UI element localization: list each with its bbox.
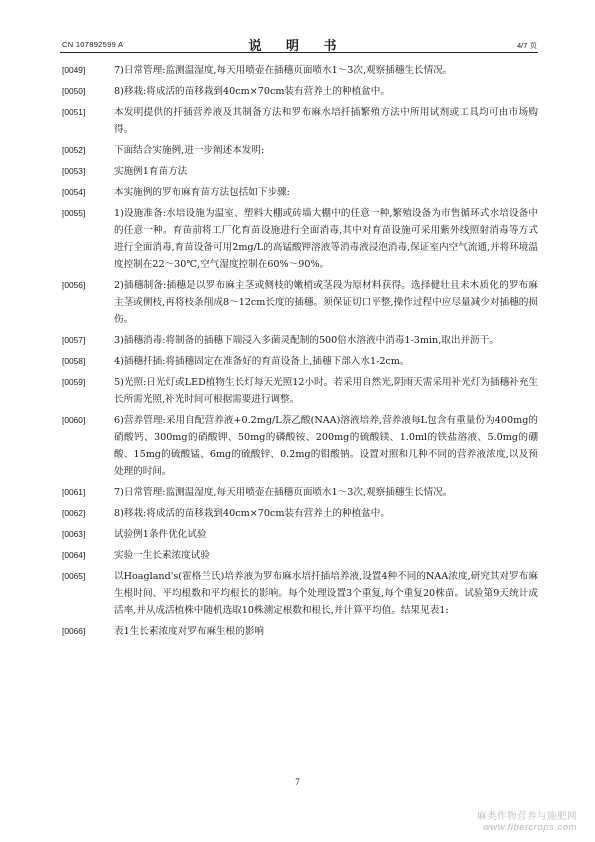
paragraph-number: [0061] <box>62 487 86 497</box>
paragraph-text: 2)插穗制备:插穗是以罗布麻主茎或侧枝的嫩梢或茎段为原材料获得。选择健壮且未木质化的罗布麻主茎或侧枝,再将枝条削成8～12cm长度的插穗。须保证切口平整,操作过程中应尽量减少对插穗的损伤。 <box>114 280 538 325</box>
paragraph-number: [0050] <box>62 86 86 96</box>
watermark <box>477 808 577 833</box>
paragraph <box>62 142 538 159</box>
paragraph-text: 1)设施准备:水培设施为温室、塑料大棚或砖墙大棚中的任意一种,繁殖设备为市售循环式水培设备中的任意一种。育苗前将工厂化育苗设施进行全面消毒,其中对育苗设施可采用紫外线照射消毒等方式进行全面消毒,育苗设备可用2mg/L的高锰酸钾溶液等消毒液浸泡消毒,保证室内空气流通,并将环境温度控制在22～30℃,空气湿度控制在60%～90%。 <box>114 208 538 270</box>
paragraph <box>62 547 538 564</box>
paragraph-number: [0062] <box>62 508 86 518</box>
paragraph <box>62 353 538 370</box>
paragraph-text: 4)插穗扦插:将插穗固定在准备好的育苗设备上,插穗下部入水1-2cm。 <box>114 356 410 367</box>
paragraph <box>62 484 538 501</box>
section-heading: 实施例1育苗方法 <box>114 166 188 177</box>
paragraph-number: [0054] <box>62 187 86 197</box>
paragraph-number: [0052] <box>62 145 86 155</box>
paragraph <box>62 623 538 640</box>
paragraph-number: [0057] <box>62 335 86 345</box>
paragraph <box>62 332 538 349</box>
paragraph <box>62 62 538 79</box>
paragraph-text: 本实施例的罗布麻育苗方法包括如下步骤: <box>114 187 290 198</box>
table-caption: 表1生长素浓度对罗布麻生根的影响 <box>114 626 265 637</box>
section-heading: 试验例1条件优化试验 <box>114 529 207 540</box>
paragraph-number: [0049] <box>62 65 86 75</box>
paragraph-text: 7)日常管理:监测温湿度,每天用喷壶在插穗页面喷水1～3次,观察插穗生长情况。 <box>114 65 453 76</box>
paragraph-number: [0053] <box>62 166 86 176</box>
paragraph-text: 5)光照:日光灯或LED植物生长灯每天光照12小时。若采用自然光,阴雨天需采用补光灯为插穗补充生长所需光照,补光时间可根据需要进行调整。 <box>114 377 538 405</box>
paragraph-text: 7)日常管理:监测温湿度,每天用喷壶在插穗页面喷水1～3次,观察插穗生长情况。 <box>114 487 453 498</box>
paragraph <box>62 163 538 180</box>
paragraph <box>62 568 538 619</box>
document-title: 说 明 书 <box>248 39 347 54</box>
watermark-url: www.fibercrops.com <box>483 822 577 833</box>
page-number: 7 <box>295 777 300 787</box>
section-heading: 实验一生长素浓度试验 <box>114 550 210 561</box>
page-indicator: 4/7 页 <box>516 41 537 50</box>
paragraph-text: 下面结合实施例,进一步阐述本发明: <box>114 145 265 156</box>
paragraph <box>62 526 538 543</box>
paragraph-number: [0056] <box>62 280 86 290</box>
paragraph <box>62 505 538 522</box>
paragraph <box>62 374 538 408</box>
paragraph <box>62 184 538 201</box>
paragraph-number: [0066] <box>62 626 86 636</box>
paragraph-text: 6)营养管理:采用自配营养液+0.2mg/L萘乙酸(NAA)溶液培养,营养液每L包含有重量份为400mg的硝酸钙、300mg的硝酸钾、50mg的磷酸铵、200mg的硫酸镁、1.0ml的铁盐溶液、5.0mg的硼酸、15mg的硫酸锰、6mg的硫酸锌、0.2mg的钼酸钠。设置对照和几种不同的营养液浓度,以及预处理的时间。 <box>114 415 538 477</box>
paragraph <box>62 205 538 273</box>
watermark-site-name: 麻类作物营养与施肥网 <box>476 811 577 822</box>
document-body <box>62 62 538 644</box>
paragraph <box>62 277 538 328</box>
paragraph <box>62 412 538 480</box>
paragraph-number: [0055] <box>62 208 86 218</box>
paragraph-number: [0059] <box>62 377 86 387</box>
paragraph-text: 以Hoagland's(霍格兰氏)培养液为罗布麻水培扦插培养液,设置4种不同的NAA浓度,研究其对罗布麻生根时间、平均根数和平均根长的影响。每个处理设置3个重复,每个重复20株苗。试验第9天统计成活率,并从成活植株中随机选取10株测定根数和根长,并计算平均值。结果见表1: <box>114 571 538 616</box>
header-rule <box>60 52 538 53</box>
paragraph <box>62 104 538 138</box>
paragraph-number: [0051] <box>62 107 86 117</box>
page-header <box>0 0 595 60</box>
paragraph <box>62 83 538 100</box>
patent-number: CN 107892599 A <box>62 40 124 49</box>
paragraph-number: [0060] <box>62 415 86 425</box>
paragraph-number: [0065] <box>62 571 86 581</box>
paragraph-text: 8)移栽:将成活的苗移栽到40cm×70cm装有营养土的种植盆中。 <box>114 86 390 97</box>
paragraph-text: 8)移栽:将成活的苗移栽到40cm×70cm装有营养土的种植盆中。 <box>114 508 390 519</box>
paragraph-text: 本发明提供的扦插营养液及其制备方法和罗布麻水培扦插繁殖方法中所用试剂或工具均可由市场购得。 <box>114 107 538 135</box>
paragraph-number: [0064] <box>62 550 86 560</box>
paragraph-text: 3)插穗消毒:将制备的插穗下端浸入多菌灵配制的500倍水溶液中消毒1-3min,取出并沥干。 <box>114 335 499 346</box>
paragraph-number: [0063] <box>62 529 86 539</box>
paragraph-number: [0058] <box>62 356 86 366</box>
